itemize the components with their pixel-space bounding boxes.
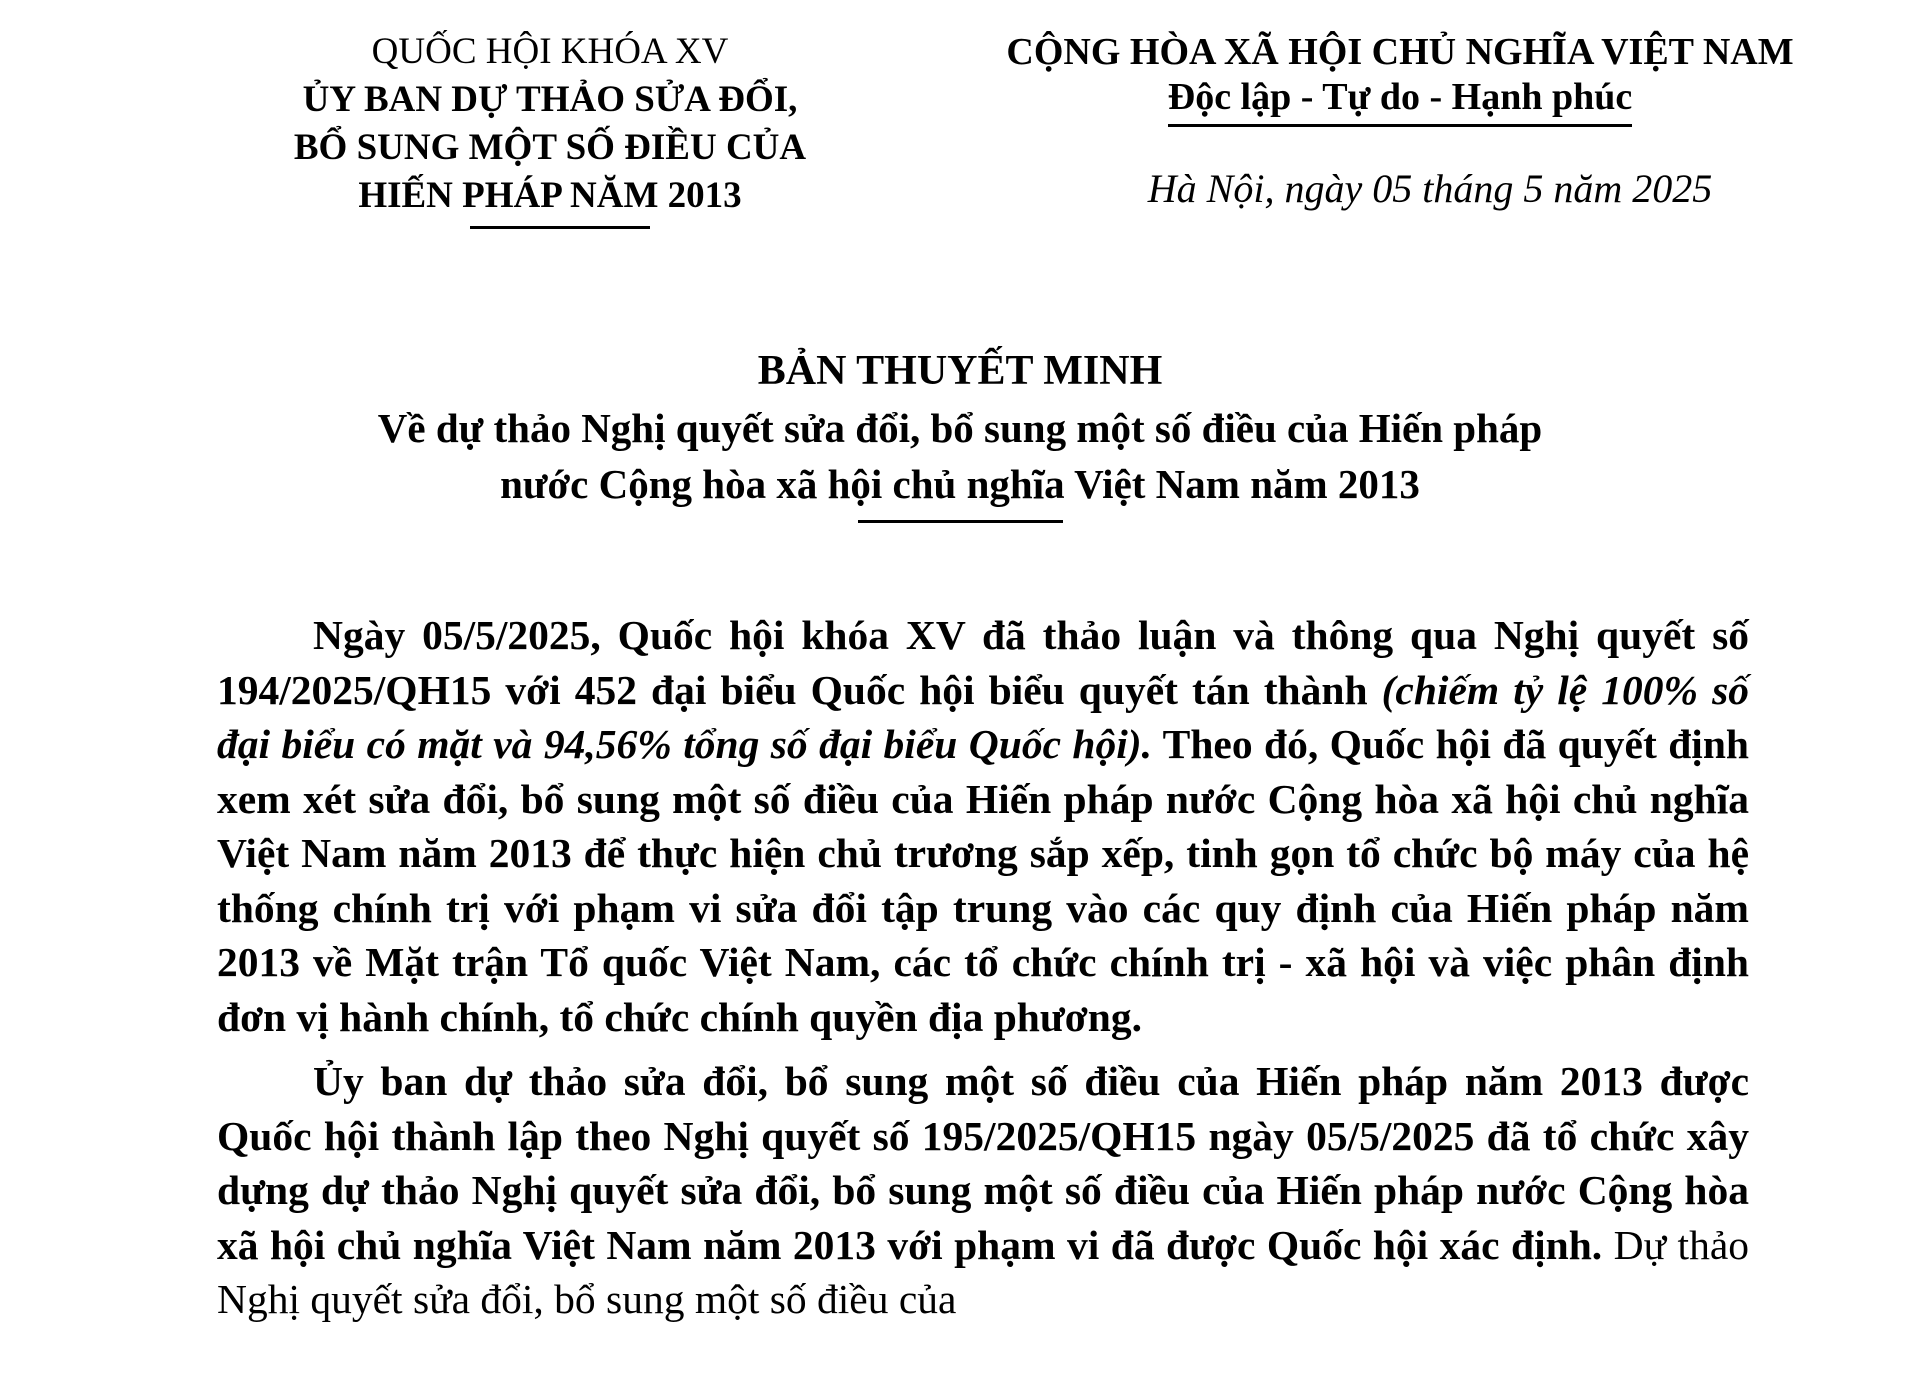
place-and-date: Hà Nội, ngày 05 tháng 5 năm 2025 [1147,166,1713,211]
national-heading [900,28,1900,213]
document-title-block [240,342,1680,523]
national-title: CỘNG HÒA XÃ HỘI CHỦ NGHĨA VIỆT NAM [1006,31,1794,73]
title-underline [858,520,1063,523]
committee-name-line-2: BỔ SUNG MỘT SỐ ĐIỀU CỦA [293,127,807,168]
paragraph-1-text-c: Theo đó, Quốc hội đã quyết định xem xét sửa đổi, bổ sung một số điều của Hiến pháp nước Cộng hòa xã hội chủ nghĩa Việt Nam năm 2013 để thực hiện chủ trương sắp xếp, tinh gọn tổ chức bộ máy của hệ thống chính trị với phạm vi sửa đổi tập trung vào các quy định của Hiến pháp năm 2013 về Mặt trận Tổ quốc Việt Nam, các tổ chức chính trị - xã hội và việc phân định đơn vị hành chính, tổ chức chính quyền địa phương. [217,721,1749,1040]
paragraph-1 [217,608,1749,1044]
paragraph-1-italic-note: (chiếm tỷ lệ 100% số đại biểu có mặt và 94,56% tổng số đại biểu Quốc hội). [217,666,1749,767]
document-type: BẢN THUYẾT MINH [757,348,1163,394]
committee-name-line-3: HIẾN PHÁP NĂM 2013 [358,175,742,216]
issuing-authority [250,28,850,229]
national-motto: Độc lập - Tự do - Hạnh phúc [1168,76,1633,127]
paragraph-1-text-a: Ngày 05/5/2025, Quốc hội khóa XV đã thảo luận và thông qua Nghị quyết số 194/2025/QH15 với 452 đại biểu Quốc hội biểu quyết tán thành [217,612,1749,713]
paragraph-2-text-a: Ủy ban dự thảo sửa đổi, bổ sung một số điều của Hiến pháp năm 2013 được Quốc hội thành lập theo Nghị quyết số 195/2025/QH15 ngày 05/5/2025 đã tổ chức xây dựng dự thảo Nghị quyết sửa đổi, bổ sung một số điều của Hiến pháp nước Cộng hòa xã hội chủ nghĩa Việt Nam năm 2013 với phạm vi đã được Quốc hội xác định. [217,1058,1749,1268]
paragraph-2-text-b: Dự thảo Nghị quyết sửa đổi, bổ sung một số điều của [217,1221,1749,1322]
parent-organization: QUỐC HỘI KHÓA XV [371,31,729,72]
document-subject-line-2: nước Cộng hòa xã hội chủ nghĩa Việt Nam năm 2013 [500,461,1420,507]
committee-name-line-1: ỦY BAN DỰ THẢO SỬA ĐỔI, [302,79,798,120]
authority-underline [470,226,650,229]
paragraph-2 [217,1054,1749,1327]
document-body [217,608,1749,1337]
document-subject-line-1: Về dự thảo Nghị quyết sửa đổi, bổ sung một số điều của Hiến pháp [377,405,1543,451]
